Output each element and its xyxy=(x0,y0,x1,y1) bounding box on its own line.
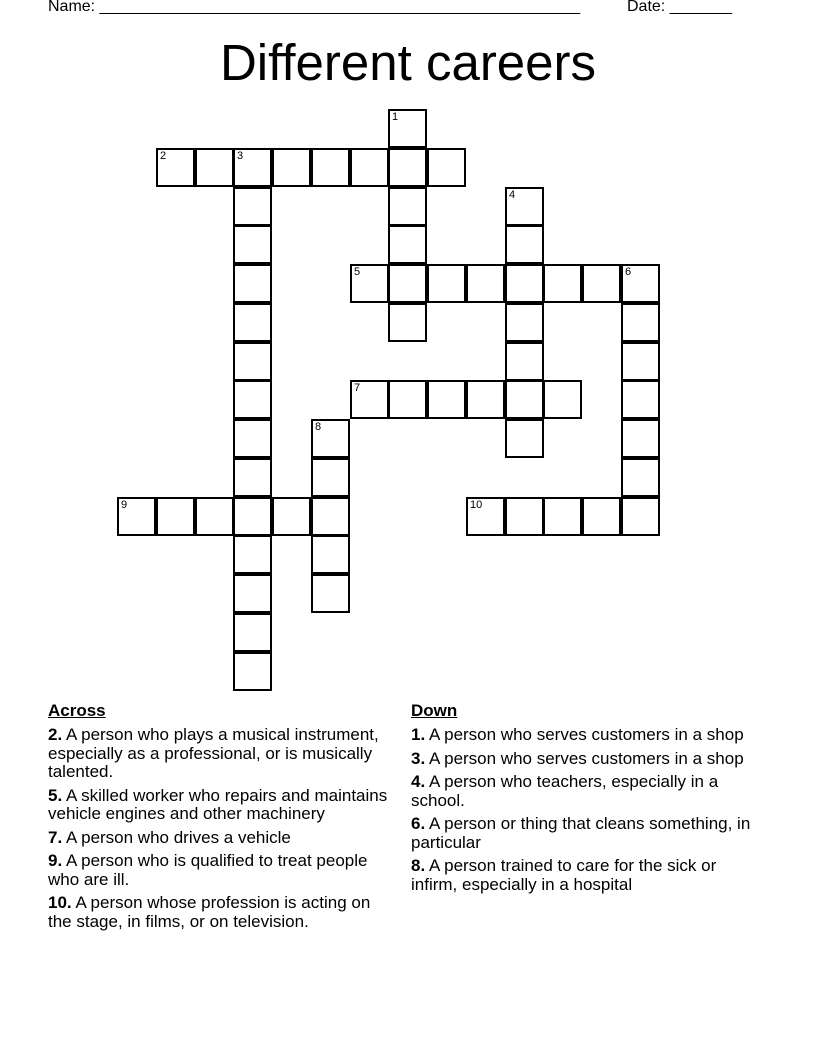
crossword-cell[interactable] xyxy=(311,419,350,458)
clue-number: 4. xyxy=(411,772,426,791)
crossword-cell[interactable] xyxy=(233,419,272,458)
crossword-cell[interactable] xyxy=(388,187,427,226)
cell-number: 2 xyxy=(160,150,167,162)
cell-number: 10 xyxy=(470,499,483,511)
down-clues xyxy=(411,700,756,899)
crossword-cell[interactable] xyxy=(543,497,582,536)
clue-down-3 xyxy=(411,750,756,769)
crossword-cell[interactable] xyxy=(388,109,427,148)
clue-number: 2. xyxy=(48,725,63,744)
crossword-cell[interactable] xyxy=(543,264,582,303)
clue-number: 8. xyxy=(411,856,426,875)
cell-number: 9 xyxy=(121,499,128,511)
crossword-cell[interactable] xyxy=(233,148,272,187)
crossword-cell[interactable] xyxy=(582,264,621,303)
crossword-cell[interactable] xyxy=(350,148,389,187)
crossword-cell[interactable] xyxy=(505,380,544,419)
cell-number: 1 xyxy=(392,111,399,123)
page-title: Different careers xyxy=(219,34,597,91)
crossword-cell[interactable] xyxy=(311,497,350,536)
crossword-cell[interactable] xyxy=(233,458,272,497)
clue-text: A person whose profession is acting on the stage, in films, or on television. xyxy=(48,893,371,931)
crossword-cell[interactable] xyxy=(582,497,621,536)
crossword-cell[interactable] xyxy=(233,303,272,342)
crossword-cell[interactable] xyxy=(466,380,505,419)
crossword-cell[interactable] xyxy=(233,652,272,691)
crossword-cell[interactable] xyxy=(350,380,389,419)
clue-number: 7. xyxy=(48,827,63,847)
crossword-cell[interactable] xyxy=(621,380,660,419)
clue-number: 1. xyxy=(411,725,426,744)
clue-across-10 xyxy=(48,894,393,931)
clue-text: A person who is qualified to treat people who are ill. xyxy=(48,851,368,889)
clue-text: A skilled worker who repairs and maintains vehicle engines and other machinery xyxy=(48,785,388,823)
crossword-cell[interactable] xyxy=(272,148,311,187)
clue-across-7 xyxy=(48,829,393,848)
clue-across-5 xyxy=(48,787,393,824)
crossword-cell[interactable] xyxy=(543,380,582,419)
clue-number: 5. xyxy=(48,785,63,805)
cell-number: 7 xyxy=(354,382,361,394)
clue-text: A person who drives a vehicle xyxy=(65,827,291,847)
crossword-cell[interactable] xyxy=(505,342,544,381)
crossword-cell[interactable] xyxy=(427,148,466,187)
crossword-cell[interactable] xyxy=(233,264,272,303)
crossword-cell[interactable] xyxy=(388,380,427,419)
clue-text: A person who serves customers in a shop xyxy=(428,748,744,768)
crossword-cell[interactable] xyxy=(311,535,350,574)
crossword-cell[interactable] xyxy=(621,264,660,303)
clue-number: 6. xyxy=(411,814,426,833)
crossword-cell[interactable] xyxy=(621,497,660,536)
clue-text: A person who teachers, especially in a school. xyxy=(411,772,719,810)
cell-number: 8 xyxy=(315,421,322,433)
crossword-cell[interactable] xyxy=(505,225,544,264)
crossword-cell[interactable] xyxy=(233,187,272,226)
crossword-cell[interactable] xyxy=(156,497,195,536)
crossword-cell[interactable] xyxy=(466,497,505,536)
crossword-cell[interactable] xyxy=(505,187,544,226)
crossword-cell[interactable] xyxy=(621,419,660,458)
clue-down-8 xyxy=(411,857,756,894)
crossword-cell[interactable] xyxy=(233,225,272,264)
crossword-cell[interactable] xyxy=(505,419,544,458)
clue-down-4 xyxy=(411,773,756,810)
crossword-cell[interactable] xyxy=(621,342,660,381)
cell-number: 3 xyxy=(237,150,244,162)
crossword-cell[interactable] xyxy=(388,225,427,264)
crossword-cell[interactable] xyxy=(350,264,389,303)
crossword-cell[interactable] xyxy=(388,148,427,187)
crossword-cell[interactable] xyxy=(505,303,544,342)
clue-number: 10. xyxy=(48,893,72,912)
crossword-cell[interactable] xyxy=(311,148,350,187)
crossword-cell[interactable] xyxy=(272,497,311,536)
clue-across-9 xyxy=(48,852,393,889)
crossword-cell[interactable] xyxy=(233,574,272,613)
crossword-cell[interactable] xyxy=(233,535,272,574)
crossword-cell[interactable] xyxy=(466,264,505,303)
clue-number: 9. xyxy=(48,851,63,870)
date-field-line: Date: _______ xyxy=(627,0,732,15)
clue-text: A person or thing that cleans something, in particular xyxy=(411,814,751,852)
cell-number: 5 xyxy=(354,266,361,278)
crossword-cell[interactable] xyxy=(388,303,427,342)
crossword-cell[interactable] xyxy=(117,497,156,536)
crossword-cell[interactable] xyxy=(505,264,544,303)
clue-down-6 xyxy=(411,815,756,852)
crossword-cell[interactable] xyxy=(311,458,350,497)
crossword-cell[interactable] xyxy=(388,264,427,303)
cell-number: 6 xyxy=(625,266,632,278)
crossword-cell[interactable] xyxy=(427,380,466,419)
down-heading: Down xyxy=(411,701,458,720)
crossword-cell[interactable] xyxy=(195,497,234,536)
crossword-cell[interactable] xyxy=(156,148,195,187)
clue-number: 3. xyxy=(411,748,426,768)
clue-text: A person who plays a musical instrument, especially as a professional, or is musically talented. xyxy=(48,725,379,781)
crossword-cell[interactable] xyxy=(505,497,544,536)
crossword-cell[interactable] xyxy=(621,458,660,497)
crossword-cell[interactable] xyxy=(233,380,272,419)
crossword-cell[interactable] xyxy=(311,574,350,613)
clue-down-1 xyxy=(411,726,756,745)
name-field-line: Name: ______________________________________________________ xyxy=(48,0,581,15)
clue-text: A person trained to care for the sick or infirm, especially in a hospital xyxy=(411,856,717,894)
cell-number: 4 xyxy=(509,189,516,201)
crossword-cell[interactable] xyxy=(233,613,272,652)
crossword-cell[interactable] xyxy=(427,264,466,303)
crossword-cell[interactable] xyxy=(233,342,272,381)
across-clues xyxy=(48,700,393,936)
crossword-cell[interactable] xyxy=(621,303,660,342)
crossword-cell[interactable] xyxy=(195,148,234,187)
clue-across-2 xyxy=(48,726,393,782)
across-heading: Across xyxy=(48,701,106,720)
crossword-cell[interactable] xyxy=(233,497,272,536)
clue-text: A person who serves customers in a shop xyxy=(428,725,744,744)
